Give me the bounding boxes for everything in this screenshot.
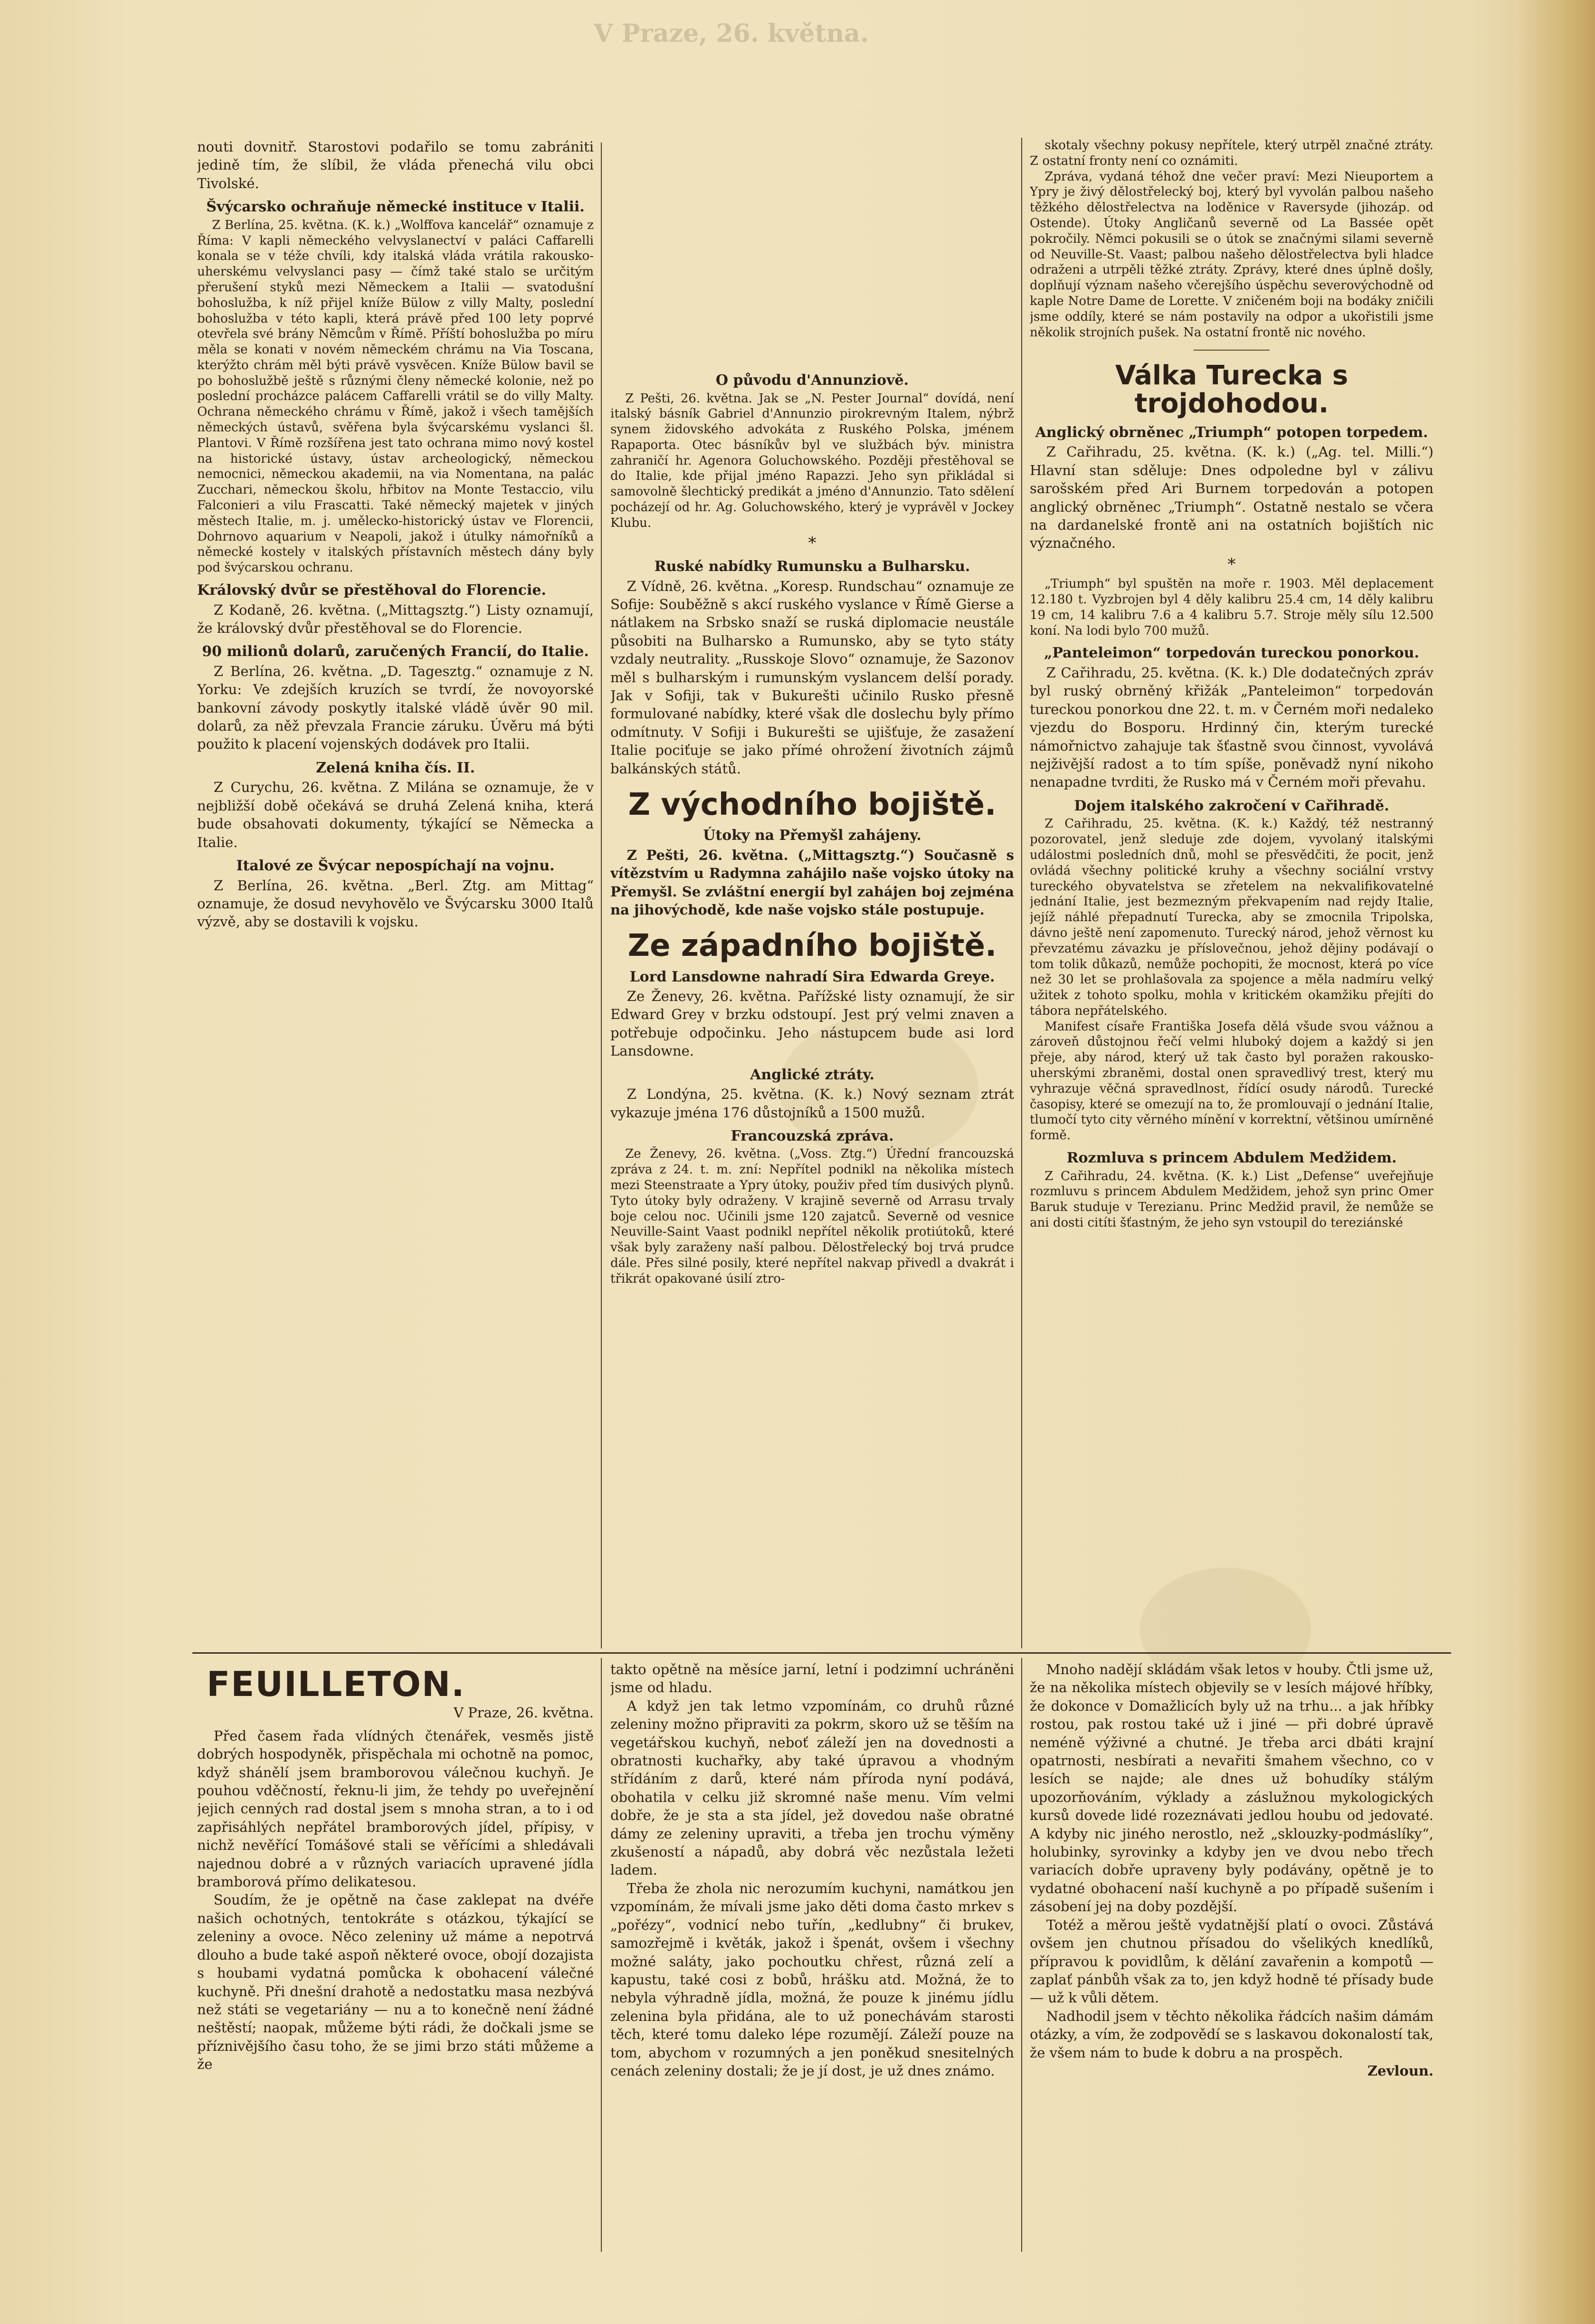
column-1	[197, 138, 594, 1644]
feuilleton-paragraph: Soudím, že je opětně na čase zaklepat na dvéře našich ochotných, tentokráte s otázkou, týkající se zeleniny a ovoce. Něco zeleniny už máme a nepotrvá dlouho a bude také aspoň některé ovoce, obojí dozajista s houbami vydatná pomůcka k obohacení válečné kuchyně. Při dnešní drahotě a nedostatku masa nezbývá než státi se vegetariány — nu a to konečně není žádné neštěstí; naopak, můžeme býti rádi, že dočkali jsme se příznivějšího času toho, že se jimi brzo státi můžeme a že	[197, 1892, 594, 2073]
headline-przemysl: Útoky na Přemyšl zahájeny.	[703, 827, 921, 844]
headline-medzid: Rozmluva s princem Abdulem Medžidem.	[1066, 1150, 1397, 1167]
headline-green-book: Zelená kniha čís. II.	[316, 759, 475, 776]
article-paragraph: Z Pešti, 26. května. („Mittagsztg.“) Současně s vítězstvím u Radymna zahájilo naše vojsko útoky na Přemyšl. Se zvláštní energií byl zahájen boj zejména na jihovýchodě, kde naše vojsko stále postupuje.	[610, 847, 1014, 918]
headline-90-million: 90 milionů dolarů, zaručených Francií, do Italie.	[202, 643, 589, 660]
headline-english-losses: Anglické ztráty.	[750, 1066, 874, 1083]
column-rule	[1021, 138, 1022, 1648]
headline-panteleimon: „Panteleimon“ torpedován tureckou ponorkou.	[1044, 645, 1419, 662]
article-paragraph: „Triumph“ byl spuštěn na moře r. 1903. Měl deplacement 12.180 t. Vyzbrojen byl 4 děly kalibru 25.4 cm, 14 děly kalibru 19 cm, 14 kalibru 7.6 a 4 kalibru 5.7. Stroje měly sílu 12.500 koní. Na lodi bylo 700 mužů.	[1030, 577, 1434, 638]
feuilleton-paragraph: Mnoho nadějí skládám však letos v houby. Čtli jsme už, že na několika místech objevily se v lesích májové hříbky, že dokonce v Domažlicích byly už na trhu... a jak hříbky rostou, pak rostou také už i jiné — při dobré úpravě neméně výživné a chutné. Je třeba arci dbáti krajní opatrnosti, nesbírati a nevařiti šmahem všechno, co v lesích se najde; ale dnes už bohudíky stálým upozorňováním, výklady a záslužnou mykologických kursů dovede lidé rozeznávati jedlou houbu od jedovaté. A kdyby nic jiného nerostlo, než „sklouzky-podmáslíky“, holubinky, syrovinky a kdyby jen ve dvou nebo třech variacích dobře upraveny byly podávány, opětně je to vydatné obohacení naší kuchyně a po případě sušením i zásobení jej na doby pozdější.	[1030, 1661, 1434, 1915]
column-rule	[1021, 1658, 1022, 2252]
headline-annunzio: O původu d'Annunziově.	[715, 372, 909, 389]
feuilleton-dateline: V Praze, 26. května.	[454, 1705, 594, 1721]
small-print-block	[1030, 576, 1434, 638]
section-title-turkey-war: Válka Turecka s trojdohodou.	[1115, 360, 1348, 419]
article-paragraph: Ze Ženevy, 26. května. („Voss. Ztg.“) Úřední francouzská zpráva z 24. t. m. zní: Nepřítel podnikl na několika místech mezi Steenstraate a Ypry útoky, použiv před tím dusivých plynů. Tyto útoky byly odraženy. V krajině severně od Arrasu trvaly boje celou noc. Učinili jsme 120 zajatců. Severně od vesnice Neuville-Saint Vaast podnikl nepřítel několik protiútoků, které však byly zaraženy naší palbou. Dělostřelecký boj trvá prudce dále. Přes silné posily, které nepřítel nakvap přivedl a dvakrát i třikrát opakované úsilí ztro-	[610, 1147, 1014, 1286]
feuilleton-column-2	[610, 1660, 1014, 2252]
small-print-block	[1030, 138, 1434, 340]
headline-court: Královský dvůr se přestěhoval do Florencie.	[197, 582, 546, 599]
short-rule	[1194, 350, 1270, 351]
article-paragraph: Z Berlína, 26. května. „Berl. Ztg. am Mittag“ oznamuje, že dosud nevyhovělo ve Švýcarsku 3000 Italů výzvě, aby se dostavili k vojsku.	[197, 877, 594, 930]
separator-star: *	[1227, 554, 1236, 574]
small-print-block	[610, 1146, 1014, 1286]
small-print-block	[1030, 1169, 1434, 1231]
article-paragraph: Z Pešti, 26. května. Jak se „N. Pester Journal“ dovídá, není italský básník Gabriel d'Annunzio pirokrevným Italem, nýbrž synem židovského advokáta z Ruského Polska, jménem Rapaporta. Otec básníkův byl ve službách býv. ministra zahraničí hr. Agenora Goluchowského. Později přestěhoval se do Italie, kde přijal jméno Rapazzi. Jeho syn přikládal si samovolně šlechtický predikát a jméno d'Annunzio. Tato sdělení pocházejí od hr. Ag. Goluchowského, který je vyprávěl v Jockey Klubu.	[610, 391, 1014, 530]
headline-french-report: Francouzská zpráva.	[731, 1127, 894, 1144]
feuilleton-separator	[192, 1652, 1451, 1654]
column-2	[610, 366, 1014, 1648]
article-paragraph: Z Cařihradu, 24. května. (K. k.) List „Defense“ uveřejňuje rozmluvu s princem Abdulem Medžidem, jehož syn princ Omer Baruk studuje v Terezianu. Princ Medžid pravil, že nemůže se ani dosti citíti šťastným, že jeho syn vstoupil do tereziánské	[1030, 1169, 1434, 1230]
article-paragraph: Z Vídně, 26. května. „Koresp. Rundschau“ oznamuje ze Sofije: Souběžně s akcí ruského vyslance v Římě Gierse a nátlakem na Srbsko snaží se ruská diplomacie neustále působiti na Bulharsko a Rumunsko, aby se tyto státy vzdaly neutrality. „Russkoje Slovo“ oznamuje, že Sazonov měl s bulharským i rumunským vyslancem delší porady. Jak v Sofiji, tak v Bukurešti učinilo Rusko přesně formulované nabídky, které však dle doslechu byly přímo odmítnuty. V Sofiji i Bukurešti se ujišťuje, že zasažení Italie pociťuje se jako přímé ohrožení životních zájmů balkánských států.	[610, 578, 1014, 777]
column-rule	[601, 1658, 602, 2252]
feuilleton-column-1	[197, 1658, 594, 2252]
feuilleton-title: FEUILLETON.	[207, 1664, 465, 1704]
section-title-west: Ze západního bojiště.	[627, 928, 997, 964]
headline-dojem: Dojem italského zakročení v Cařihradě.	[1074, 797, 1389, 814]
feuilleton-paragraph: Nadhodil jsem v těchto několika řádcích našim dámám otázky, a vím, že zodpovědí se s laskavou dokonalostí tak, že všem nám to bude k dobru a na prospěch.	[1030, 2008, 1434, 2061]
article-paragraph: Z Cařihradu, 25. května. (K. k.) Dle dodatečných zpráv byl ruský obrněný křižák „Panteleimon“ torpedován tureckou ponorkou dne 22. t. m. v Černém moři nedaleko vjezdu do Bosporu. Hrdinný čin, kterým turecké námořnictvo zahajuje tak šťastně svou činnost, vyvolává nejživější radost a to tím spíše, poněvadž nyní nikoho nenapadne tvrditi, že Rusko má v Černém moři převahu.	[1030, 664, 1434, 791]
article-paragraph: Zpráva, vydaná téhož dne večer praví: Mezi Nieuportem a Ypry je živý dělostřelecký boj, který byl vyvolán palbou našeho těžkého dělostřelectva na loděnice v Raversyde (jihozáp. od Ostende). Útoky Angličanů severně od La Bassée opět pokročily. Němci pokusili se o útok se značnými silami severně od Neuville-St. Vaast; palbou našeho dělostřelectva byli hladce odraženi a utrpěli těžké ztráty. Zprávy, které dnes úplně došly, doplňují význam našeho včerejšího úspěchu severovýchodně od kaple Notre Dame de Lorette. V zničeném boji na bodáky zničili jsme oddíly, které se nám postavily na odpor a ukořistili jsme několik strojních pušek. Na ostatní frontě nic nového.	[1030, 169, 1434, 340]
feuilleton-paragraph: Před časem řada vlídných čtenářek, vesměs jistě dobrých hospodyněk, přispěchala mi ochotně na pomoc, když shánělí jsem bramborovou válečnou kuchyň. Je pouhou vděčností, řeknu-li jim, že tehdy po uveřejnění jejich cenných rad dostal jsem s mnoha stran, a to i od zapřisáhlých nepřátel bramborových jídel, přípisy, v nichž nevěřící Tomášové stali se věřícími a shledávali najednou dobré a v různých variacích upravené jídla bramborová přímo delikatesou.	[197, 1727, 594, 1890]
page-edge-shadow	[1519, 0, 1595, 2324]
article-paragraph: skotaly všechny pokusy nepřítele, který utrpěl značné ztráty. Z ostatní fronty není co oznámiti.	[1030, 138, 1434, 168]
small-print-block	[610, 391, 1014, 531]
headline-russian-offers: Ruské nabídky Rumunsku a Bulharsku.	[654, 558, 970, 575]
headline-triumph: Anglický obrněnec „Triumph“ potopen torpedem.	[1035, 424, 1428, 441]
article-paragraph: Z Kodaně, 26. května. („Mittagsztg.“) Listy oznamují, že královský dvůr přestěhoval se do Florencie.	[197, 601, 594, 636]
column-rule	[601, 143, 602, 1648]
article-paragraph: Z Curychu, 26. května. Z Milána se oznamuje, že v nejbližší době očekává se druhá Zelená kniha, která bude obsahovati dokumenty, týkající se Německa a Italie.	[197, 779, 594, 850]
small-print-block	[197, 218, 594, 576]
feuilleton-paragraph: Třeba že zhola nic nerozumím kuchyni, namátkou jen vzpomínám, že mívali jsme jako děti doma často mrkev s „pořézy“, vodnicí nebo tuřín, „kedlubny“ či brukev, samozřejmě i květák, jakož i špenát, ovšem i všechny možné saláty, jako pochoutku chřest, různá zelí a kapustu, také cosi z bobů, hrášku atd. Možná, že to nebyla výhradně jídla, možná, že pouze k jinému jídlu zelenina byla přidána, ale to už ponechávám starosti těch, které tomu daleko lépe rozumějí. Záleží pouze na tom, abychom v rozumných a jen poněkud snesitelných cenách zeleniny dostali; že je jí dost, je už dnes známo.	[610, 1880, 1014, 2079]
feuilleton-signature: Zevloun.	[1367, 2062, 1434, 2079]
feuilleton-paragraph: A když jen tak letmo vzpomínám, co druhů různé zeleniny možno připraviti za pokrm, skoro už se těším na vegetářskou kuchyň, neboť záleží jen na dovednosti a obratnosti kuchařky, aby také úpravou a vhodným střídáním z darů, které nám příroda nyní podává, obohatila v celku již skromné naše menu. Vím velmi dobře, že je sta a sta jídel, jež dovedou naše obratné dámy ze zeleniny upraviti, a třeba jen trochu výměny zkušeností a nápadů, aby dobrá věc nezůstala ležeti ladem.	[610, 1697, 1014, 1878]
article-paragraph: Z Londýna, 25. května. (K. k.) Nový seznam ztrát vykazuje jména 176 důstojníků a 1500 mužů.	[610, 1086, 1014, 1121]
article-paragraph: Z Cařihradu, 25. května. (K. k.) („Ag. tel. Milli.“) Hlavní stan sděluje: Dnes odpoledne byl v zálivu sarošském před Ari Burnem torpedován a potopen anglický obrněnec „Triumph“. Ostatně nestalo se včera na dardanelské frontě ani na ostatních bojištích nic význačného.	[1030, 444, 1434, 552]
article-paragraph: Z Cařihradu, 25. května. (K. k.) Každý, též nestranný pozorovatel, jenž sleduje zde dojem, vyvolaný italskými událostmi posledních dnů, mohl se přesvědčiti, že pocit, jenž ovládá všechny politické kruhy a všechny sociální vrstvy tureckého obyvatelstva se zřetelem na nekvalifikovatelné jednání Italie, jest bezmezným překvapením nad rejdy Italie, jejíž náhlé přepadnutí Turecka, aby se zmocnila Tripolska, dávno ještě není zapomenuto. Turecký národ, jehož věrnost ku převzatému závazku je příslovečnou, jehož dějiny podávají o tom tolik důkazů, nemůže pochopiti, že mocnost, která po více než 30 let se prohlašovala za spojence a měla nadmíru velký užitek z tohoto spolku, mohla v kritickém okamžiku přejíti do tábora nepřátelského.	[1030, 817, 1434, 1018]
article-paragraph: Manifest císaře Františka Josefa dělá všude svou vážnou a zároveň důstojnou řečí velmi hluboký dojem a každý si jen přeje, aby národ, který už tak často byl poražen rakousko-uherskými zbraněmi, dostal onen spravedlivý trest, který mu vyhrazuje věčná spravedlnost, řídící osudy národů. Turecké časopisy, které se omezují na to, že promlouvají o jednání Italie, tlumočí tyto city věrného mínění v korrektní, většinou umírněné formě.	[1030, 1019, 1434, 1143]
headline-lansdowne: Lord Lansdowne nahradí Sira Edwarda Greye.	[629, 968, 995, 985]
article-paragraph: Z Berlína, 25. května. (K. k.) „Wolffova kancelář“ oznamuje z Říma: V kapli německého velvyslanectví v paláci Caffarelli konala se v téže chvíli, kdy italská vláda vrátila rakousko-uherskému velvyslanci pasy — čímž také stalo se určitým přerušení styků mezi Německem a Italii — svatodušní bohoslužba, k níž přijel kníže Bülow z villy Malty, poslední bohoslužba v této kapli, která právě před 100 lety poprvé otevřela své brány Němcům v Římě. Příští bohoslužba po míru měla se konati v novém německém chrámu na Via Toscana, kterýžto chrám měl býti právě vysvěcen. Kníže Bülow bavil se po bohoslužbě ještě s různými členy německé kolonie, než po poslední procházce palácem Caffarelli vrátil se do villy Malty. Ochrana německého chrámu v Římě, jakož i všech tamějších německých ústavů, svěřena byla švýcarskému vyslanci šl. Plantovi. V Římě rozšířena jest tato ochrana mimo nový kostel na historické ústavy, ústav archeologický, německou nemocnici, německou akademii, na via Nomentana, na palác Zucchari, německou školu, hřbitov na Monte Testaccio, vilu Falconieri a vilu Frascatti. Také německý majetek v jiných městech Italie, m. j. umělecko-historický ústav ve Florencii, Dohrnovo aquarium v Neapoli, jakož i útulky námořníků a německé kostely v italských přístavních městech dány byly pod švýcarskou ochranu.	[197, 218, 594, 575]
feuilleton-paragraph: takto opětně na měsíce jarní, letní i podzimní uchráněni jsme od hladu.	[610, 1661, 1014, 1696]
headline-swiss: Švýcarsko ochraňuje německé instituce v Italii.	[206, 199, 585, 216]
article-paragraph: Z Berlína, 26. května. „D. Tagesztg.“ oznamuje z N. Yorku: Ve zdejších kruzích se tvrdí, že novoyorské bankovní závody poskytly italské vládě úvěr 90 mil. dolarů, za něž převzala Francie záruku. Úvěru má býti použito k placení vojenských dodávek pro Italii.	[197, 663, 594, 752]
headline-italians-swiss: Italové ze Švýcar nepospíchají na vojnu.	[236, 857, 555, 875]
small-print-block	[1030, 816, 1434, 1143]
separator-star: *	[808, 533, 816, 552]
faint-header: V Praze, 26. května.	[594, 19, 869, 48]
section-title-east: Z východního bojiště.	[628, 787, 997, 823]
column-3	[1030, 138, 1434, 1644]
article-paragraph: nouti dovnitř. Starostovi podařilo se tomu zabrániti jedině tím, že slíbil, že vláda přenechá vilu obci Tivolské.	[197, 139, 594, 191]
feuilleton-paragraph: Totéž a měrou ještě vydatnější platí o ovoci. Zůstává ovšem jen chutnou přísadou do všelikých knedlíků, přípravou k povidlům, k dělání zavařenin a kompotů — zaplať pánbůh však za to, jen když hodně té přísady bude — už k vůli dětem.	[1030, 1916, 1434, 2006]
feuilleton-column-3	[1030, 1660, 1434, 2252]
article-paragraph: Ze Ženevy, 26. května. Pařížské listy oznamují, že sir Edward Grey v brzku odstoupí. Jest prý velmi znaven a potřebuje odpočinku. Jeho nástupcem bude asi lord Lansdowne.	[610, 988, 1014, 1059]
